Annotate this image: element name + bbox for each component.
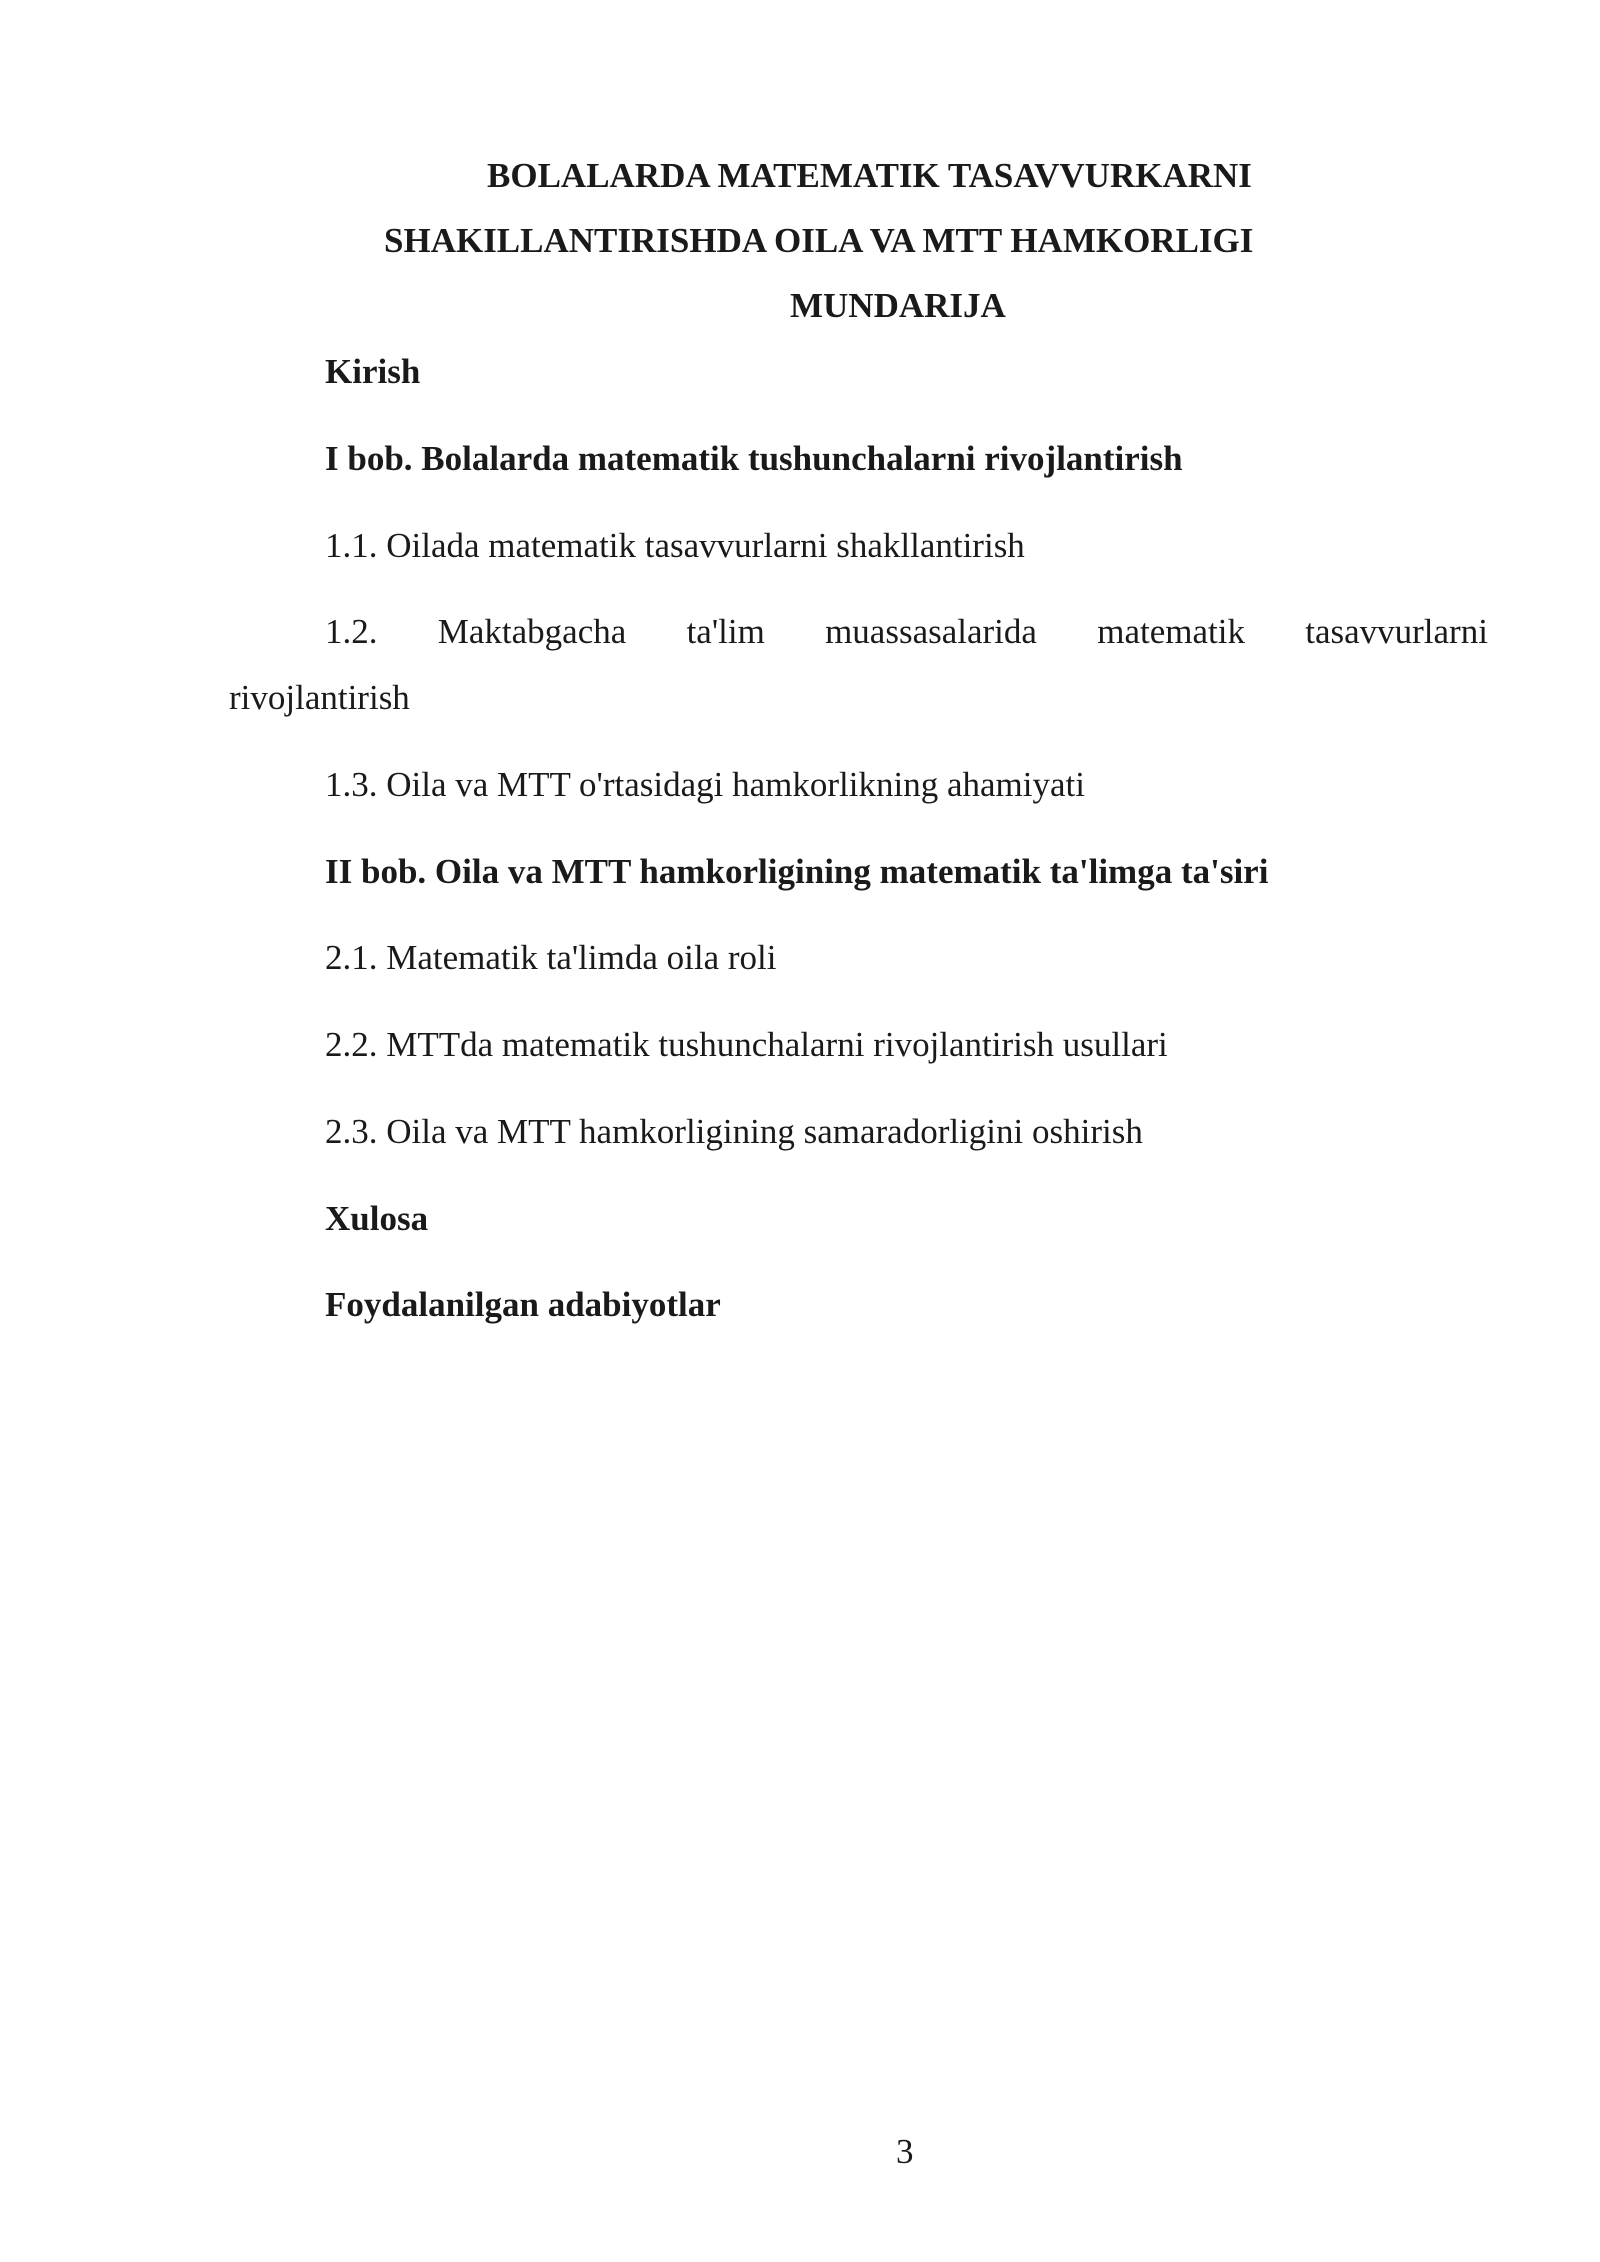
- toc-chapter-1: I bob. Bolalarda matematik tushunchalarni rivojlantirish: [325, 439, 1183, 478]
- toc-section-2-3: 2.3. Oila va MTT hamkorligining samaradorligini oshirish: [325, 1112, 1143, 1151]
- page-number: 3: [896, 2132, 914, 2171]
- toc-entry-references: Foydalanilgan adabiyotlar: [325, 1285, 721, 1324]
- toc-entry-introduction: Kirish: [325, 352, 421, 391]
- toc-section-2-2: 2.2. MTTda matematik tushunchalarni rivojlantirish usullari: [325, 1025, 1168, 1064]
- toc-section-1-2-word: Maktabgacha: [437, 612, 627, 651]
- toc-section-1-2-continuation: rivojlantirish: [229, 678, 410, 717]
- contents-heading: MUNDARIJA: [790, 286, 1006, 325]
- toc-chapter-2: II bob. Oila va MTT hamkorligining matematik ta'limga ta'siri: [325, 852, 1269, 891]
- toc-section-1-2-word: tasavvurlarni: [1305, 612, 1488, 651]
- toc-entry-conclusion: Xulosa: [325, 1199, 429, 1238]
- toc-section-1-2-word: 1.2.: [325, 612, 378, 651]
- title-line-2: SHAKILLANTIRISHDA OILA VA MTT HAMKORLIGI: [384, 221, 1254, 260]
- toc-section-1-2-word: muassasalarida: [825, 612, 1037, 651]
- toc-section-2-1: 2.1. Matematik ta'limda oila roli: [325, 938, 777, 977]
- title-line-1: BOLALARDA MATEMATIK TASAVVURKARNI: [487, 156, 1252, 195]
- toc-section-1-1: 1.1. Oilada matematik tasavvurlarni shakllantirish: [325, 526, 1025, 565]
- toc-section-1-2: [325, 612, 1488, 652]
- toc-section-1-2-word: matematik: [1097, 612, 1245, 651]
- toc-section-1-2-word: ta'lim: [686, 612, 765, 651]
- toc-section-1-3: 1.3. Oila va MTT o'rtasidagi hamkorlikning ahamiyati: [325, 765, 1085, 804]
